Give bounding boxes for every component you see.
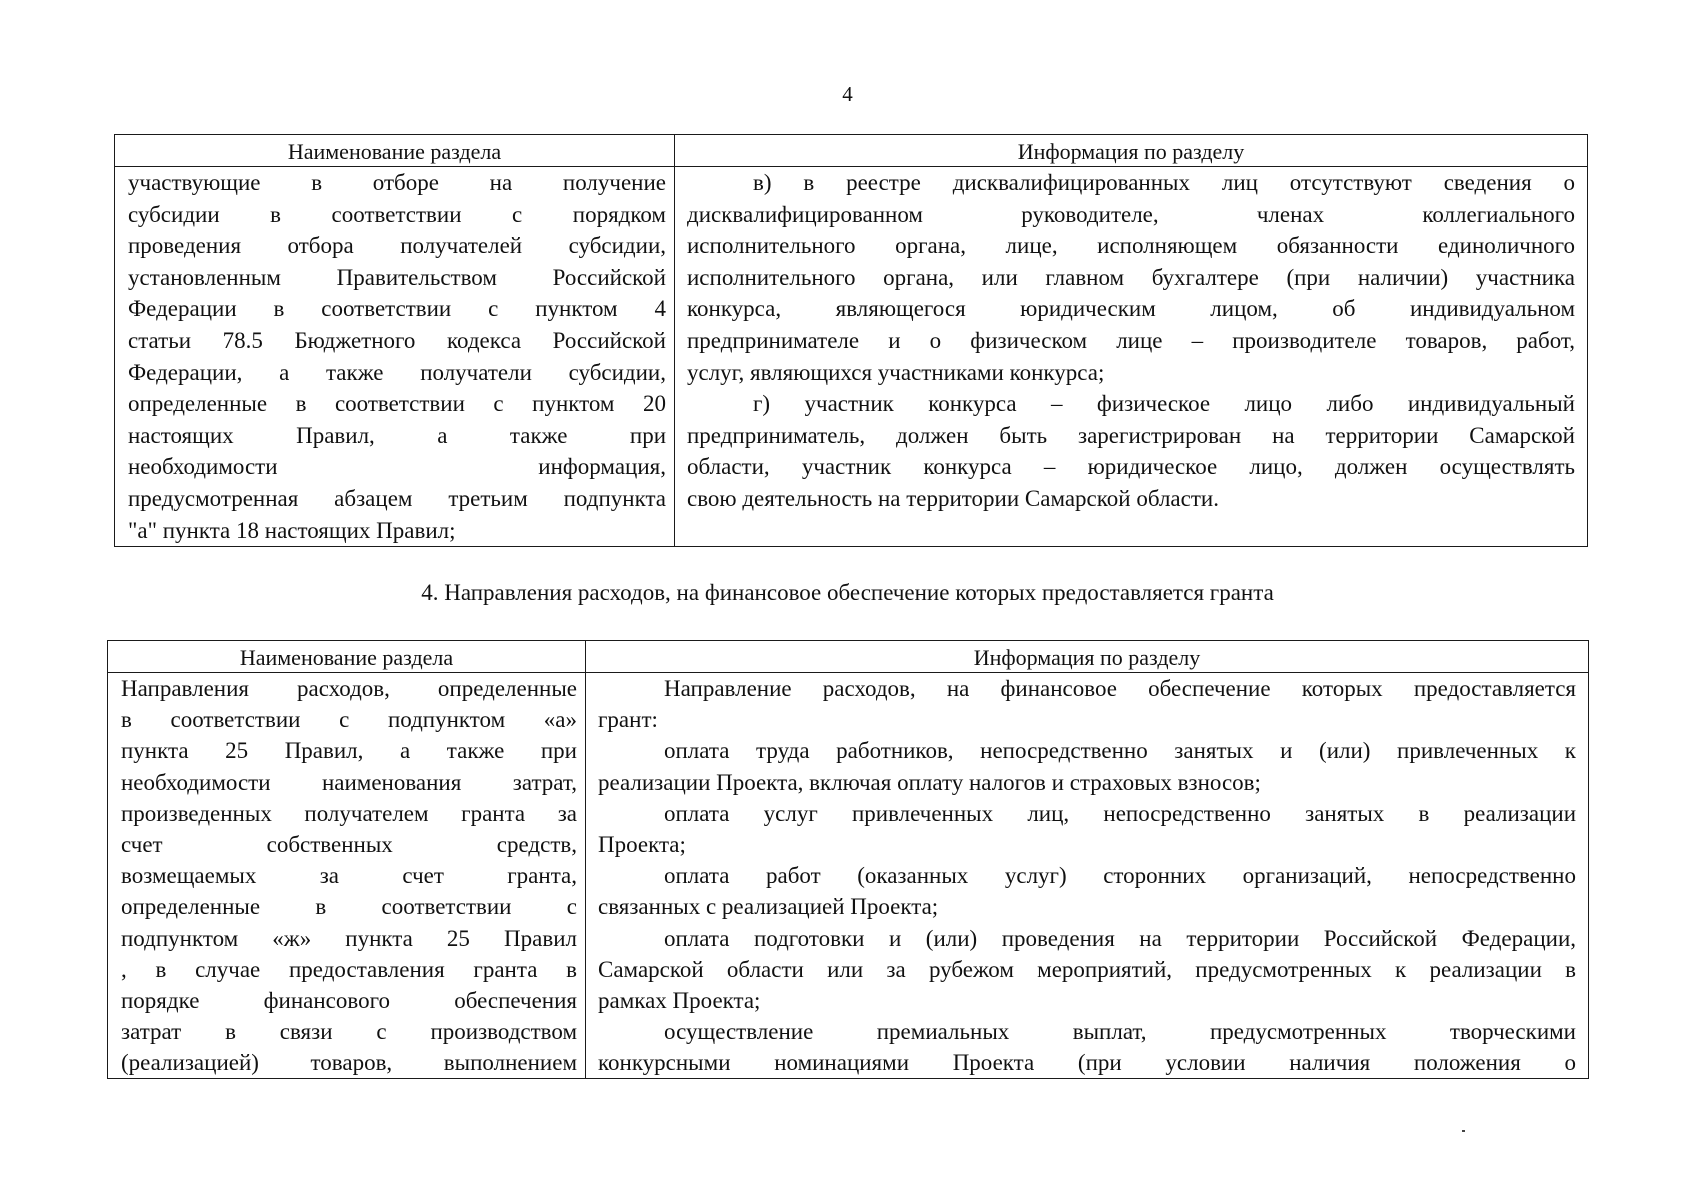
text-line: области, участник конкурса – юридическое лицо, должен осуществлять — [687, 454, 1575, 480]
text-line: "а" пункта 18 настоящих Правил; — [128, 517, 456, 543]
text-line: оплата труда работников, непосредственно занятых и (или) привлеченных к — [664, 738, 1576, 764]
eligibility-table — [114, 134, 1588, 547]
text-line: счет собственных средств, — [121, 831, 577, 857]
text-line: статьи 78.5 Бюджетного кодекса Российской — [128, 327, 666, 353]
text-line: Федерации, а также получатели субсидии, — [128, 359, 666, 385]
text-line: в) в реестре дисквалифицированных лиц отсутствуют сведения о — [753, 170, 1575, 195]
text-line: г) участник конкурса – физическое лицо либо индивидуальный — [753, 391, 1575, 417]
text-line: подпунктом «ж» пункта 25 Правил — [121, 925, 577, 951]
text-line: Самарской области или за рубежом мероприятий, предусмотренных к реализации в — [598, 956, 1576, 982]
text-line: конкурса, являющегося юридическим лицом, об индивидуальном — [687, 296, 1575, 322]
section-name-cell — [115, 167, 675, 547]
section-name-cell — [108, 673, 586, 1079]
section-heading: 4. Направления расходов, на финансовое обеспечение которых предоставляется гранта — [421, 580, 1274, 605]
text-line: настоящих Правил, а также при — [128, 422, 666, 448]
text-line: затрат в связи с производством — [121, 1019, 577, 1045]
text-line: предприниматель, должен быть зарегистрирован на территории Самарской — [687, 422, 1575, 448]
section-info-cell — [675, 167, 1588, 547]
text-line: оплата работ (оказанных услуг) сторонних организаций, непосредственно — [664, 863, 1576, 889]
text-line: исполнительного органа, или главном бухгалтере (при наличии) участника — [687, 264, 1575, 290]
table-row — [115, 167, 1588, 547]
page-number: 4 — [842, 82, 853, 106]
header-section-info: Информация по разделу — [675, 135, 1588, 167]
text-line: в соответствии с подпунктом «а» — [121, 707, 577, 733]
text-line: порядке финансового обеспечения — [121, 987, 577, 1013]
text-line: реализации Проекта, включая оплату налогов и страховых взносов; — [598, 769, 1261, 795]
text-line: Направления расходов, определенные — [121, 676, 577, 701]
table-header-row — [108, 641, 1589, 673]
text-line: определенные в соответствии с — [121, 894, 577, 920]
text-line: свою деятельность на территории Самарской области. — [687, 485, 1219, 511]
text-line: предусмотренная абзацем третьим подпункта — [128, 485, 666, 511]
text-line: произведенных получателем гранта за — [121, 800, 577, 826]
text-line: осуществление премиальных выплат, предусмотренных творческими — [664, 1019, 1576, 1045]
text-line: участвующие в отборе на получение — [128, 170, 666, 195]
text-line: оплата услуг привлеченных лиц, непосредственно занятых в реализации — [664, 800, 1576, 826]
text-line: Проекта; — [598, 831, 686, 857]
text-line: установленным Правительством Российской — [128, 264, 666, 290]
text-line: исполнительного органа, лице, исполняющем обязанности единоличного — [687, 233, 1575, 259]
text-line: услуг, являющихся участниками конкурса; — [687, 359, 1105, 385]
text-line: необходимости наименования затрат, — [121, 769, 577, 795]
text-line: пункта 25 Правил, а также при — [121, 738, 577, 764]
text-line: связанных с реализацией Проекта; — [598, 894, 939, 920]
text-line: оплата подготовки и (или) проведения на территории Российской Федерации, — [664, 925, 1576, 951]
table-row — [108, 673, 1589, 1079]
text-line: (реализацией) товаров, выполнением — [121, 1050, 577, 1076]
text-line: проведения отбора получателей субсидии, — [128, 233, 666, 259]
table-header-row — [115, 135, 1588, 167]
text-line: Направление расходов, на финансовое обеспечение которых предоставляется — [664, 676, 1576, 701]
header-section-name: Наименование раздела — [108, 641, 586, 673]
text-line: необходимости информация, — [128, 454, 666, 480]
text-line: определенные в соответствии с пунктом 20 — [128, 391, 666, 417]
text-line: рамках Проекта; — [598, 987, 761, 1013]
text-line: дисквалифицированном руководителе, членах коллегиального — [687, 201, 1575, 227]
section-info-cell — [586, 673, 1589, 1079]
header-section-info: Информация по разделу — [586, 641, 1589, 673]
header-section-name: Наименование раздела — [115, 135, 675, 167]
text-line: возмещаемых за счет гранта, — [121, 863, 577, 889]
text-line: конкурсными номинациями Проекта (при условии наличия положения о — [598, 1050, 1576, 1076]
text-line: предпринимателе и о физическом лице – производителе товаров, работ, — [687, 327, 1575, 353]
expenses-table — [107, 640, 1589, 1079]
text-line: Федерации в соответствии с пунктом 4 — [128, 296, 666, 322]
text-line: , в случае предоставления гранта в — [121, 956, 577, 982]
text-line: грант: — [598, 707, 658, 733]
text-line: субсидии в соответствии с порядком — [128, 201, 666, 227]
scan-speck — [1462, 1130, 1465, 1132]
